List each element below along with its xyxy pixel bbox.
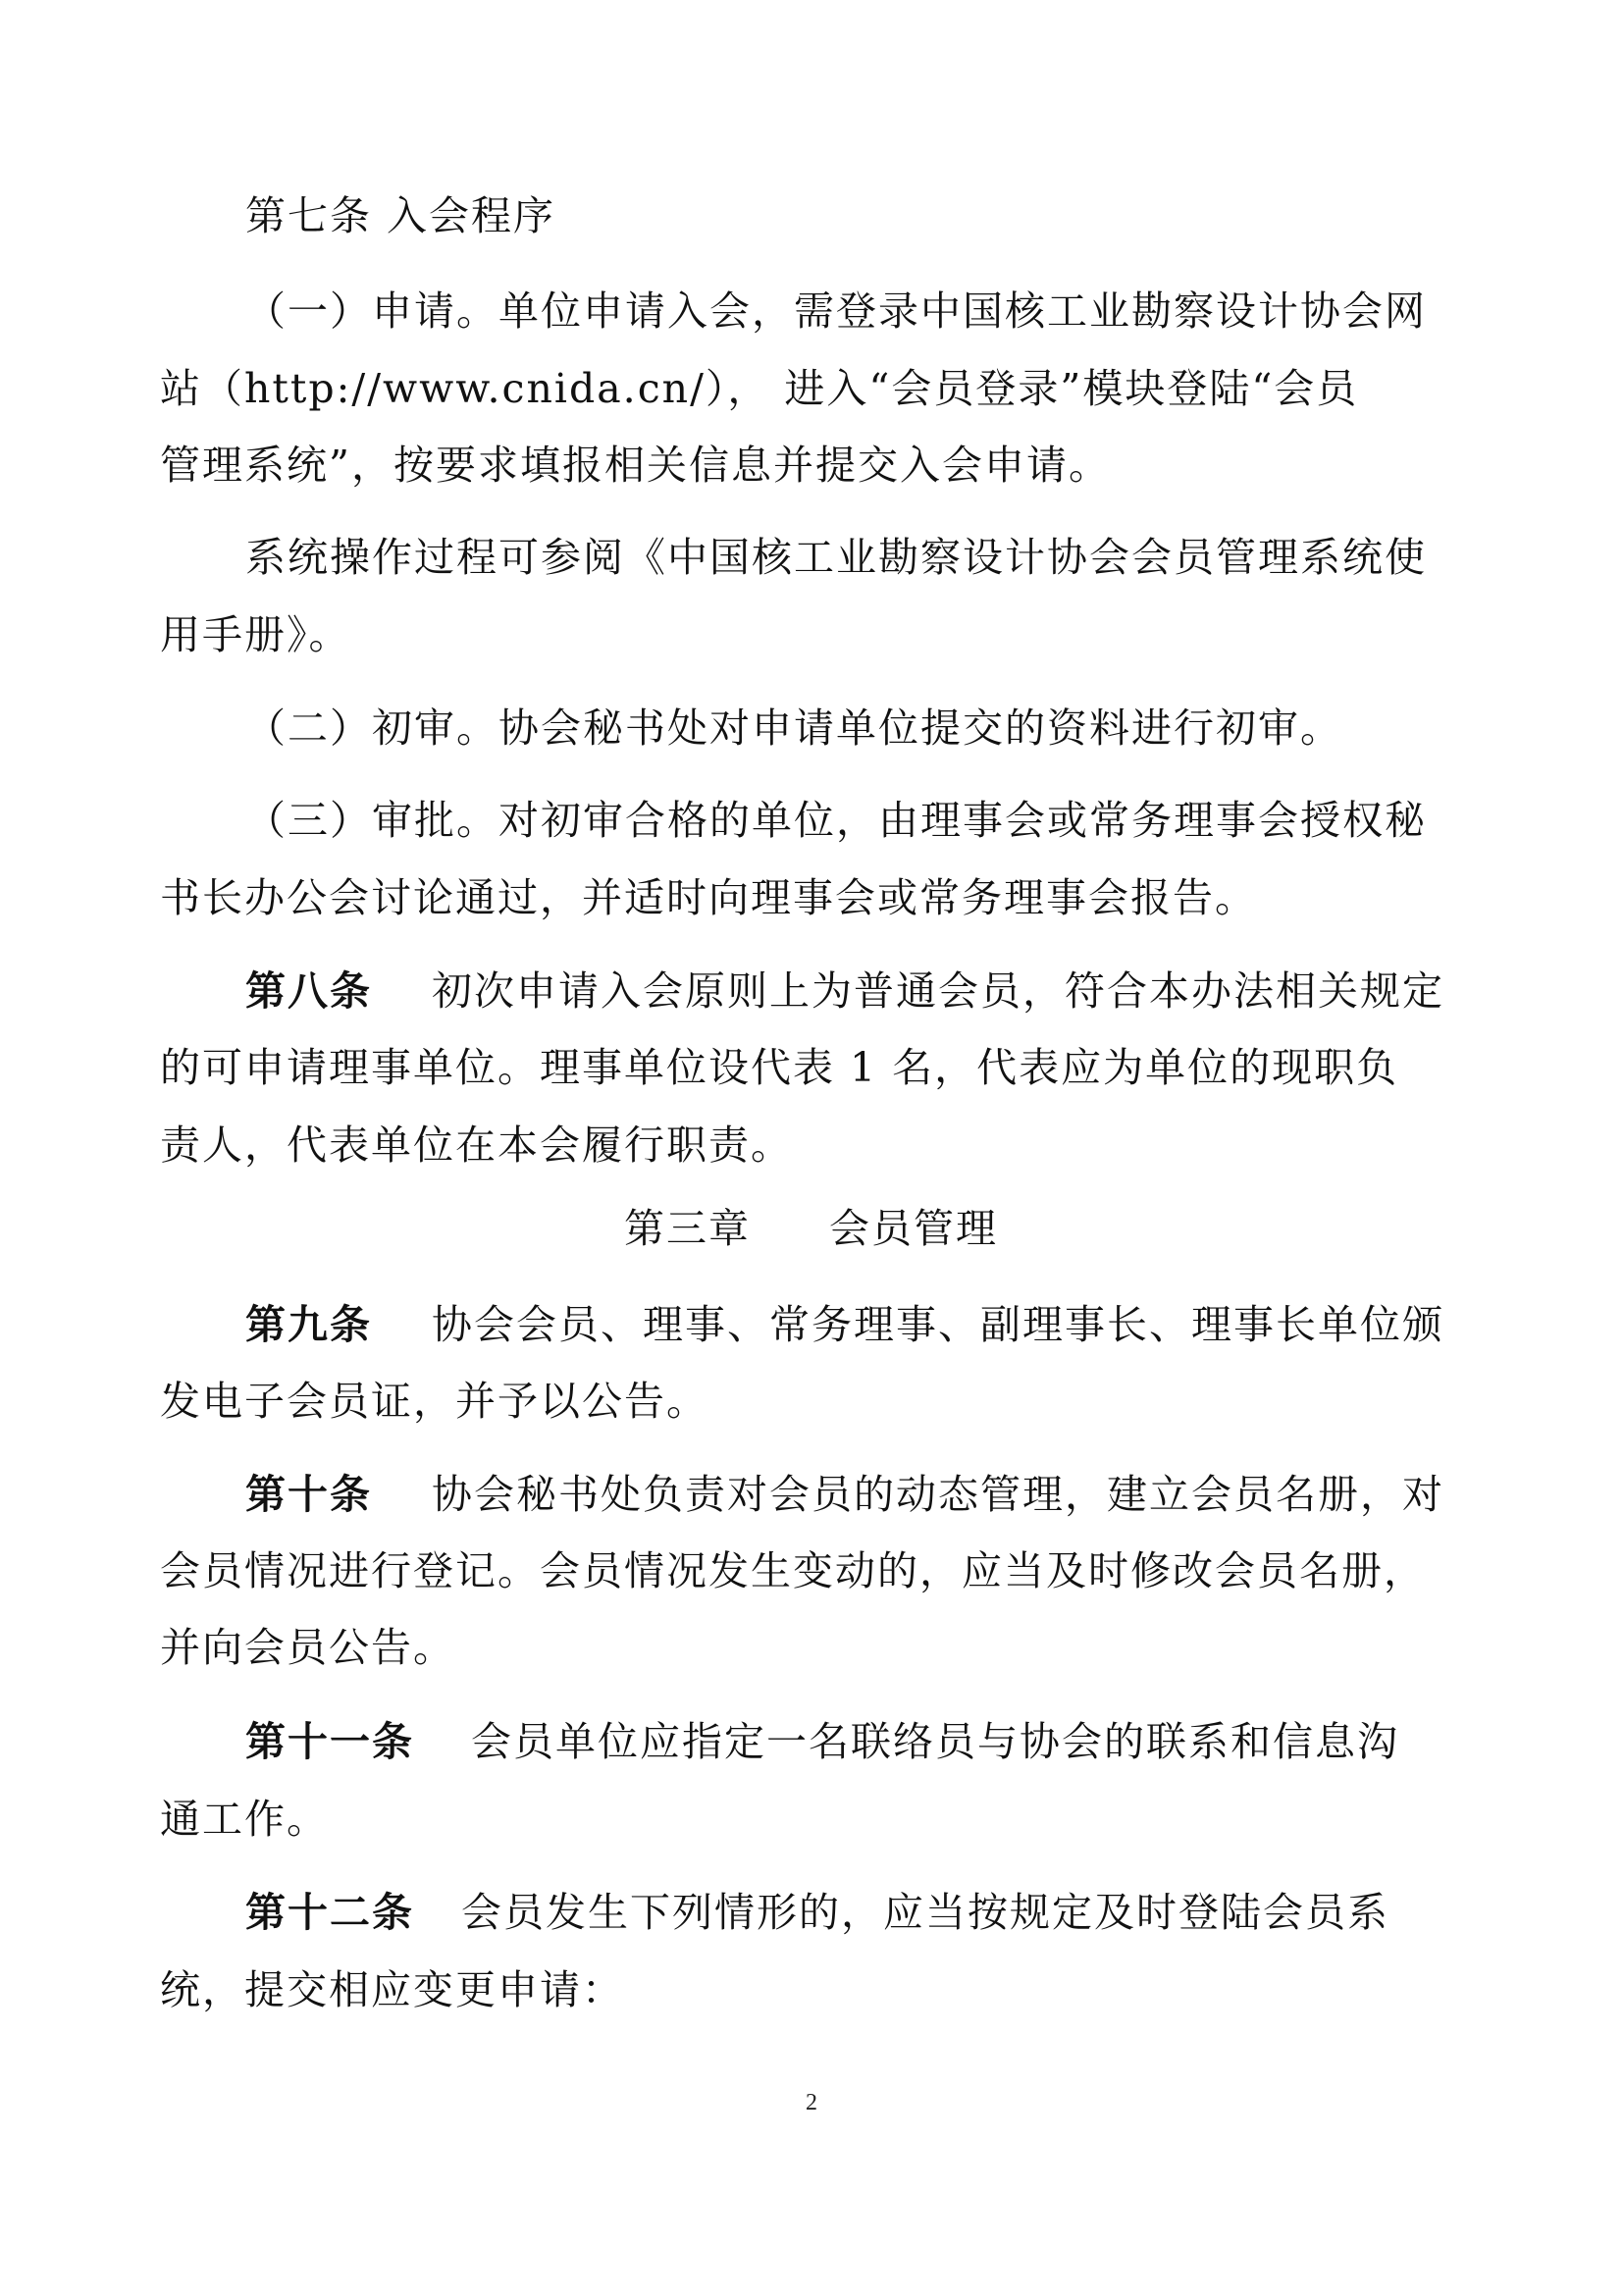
article-7-item-3-line-1: （三）审批。对初审合格的单位，由理事会或常务理事会授权秘: [245, 797, 1427, 844]
article-7-item-1-line-3: 管理系统”，按要求填报相关信息并提交入会申请。: [160, 442, 1111, 489]
article-7-item-2: （二）初审。协会秘书处对申请单位提交的资料进行初审。: [245, 704, 1342, 752]
article-8-line-3: 责人，代表单位在本会履行职责。: [160, 1122, 793, 1169]
article-7-item-1-line-2: 站（http://www.cnida.cn/）， 进入“会员登录”模块登陆“会员: [160, 365, 1359, 412]
article-8-label: 第八条: [245, 967, 372, 1015]
article-12-line-1: 会员发生下列情形的，应当按规定及时登陆会员系: [461, 1889, 1389, 1936]
article-11-line-2: 通工作。: [160, 1796, 329, 1843]
chapter-3-title: 会员管理: [829, 1205, 998, 1252]
system-manual-line-2: 用手册》。: [160, 611, 351, 658]
system-manual-line-1: 系统操作过程可参阅《中国核工业勘察设计协会会员管理系统使: [245, 534, 1427, 581]
article-11-line-1: 会员单位应指定一名联络员与协会的联系和信息沟: [471, 1718, 1399, 1765]
article-12-label: 第十二条: [245, 1889, 414, 1936]
article-7-title: 第七条 入会程序: [245, 192, 556, 239]
article-9-line-1: 协会会员、理事、常务理事、副理事长、理事长单位颁: [432, 1301, 1444, 1348]
page-number: 2: [806, 2090, 817, 2115]
article-10-line-3: 并向会员公告。: [160, 1624, 455, 1671]
article-8-line-1: 初次申请入会原则上为普通会员，符合本办法相关规定: [432, 967, 1444, 1015]
article-10-line-1: 协会秘书处负责对会员的动态管理，建立会员名册，对: [432, 1471, 1444, 1518]
article-10-line-2: 会员情况进行登记。会员情况发生变动的，应当及时修改会员名册，: [160, 1547, 1426, 1594]
article-12-line-2: 统，提交相应变更申请：: [160, 1966, 624, 2013]
article-9-line-2: 发电子会员证，并予以公告。: [160, 1378, 708, 1425]
article-10-label: 第十条: [245, 1471, 372, 1518]
article-11-label: 第十一条: [245, 1718, 414, 1765]
article-7-item-3-line-2: 书长办公会讨论通过，并适时向理事会或常务理事会报告。: [160, 874, 1257, 921]
article-9-label: 第九条: [245, 1301, 372, 1348]
article-8-line-2: 的可申请理事单位。理事单位设代表 1 名，代表应为单位的现职负: [160, 1044, 1399, 1091]
chapter-3-number: 第三章: [624, 1205, 751, 1252]
article-7-item-1-line-1: （一）申请。单位申请入会，需登录中国核工业勘察设计协会网: [245, 287, 1427, 335]
